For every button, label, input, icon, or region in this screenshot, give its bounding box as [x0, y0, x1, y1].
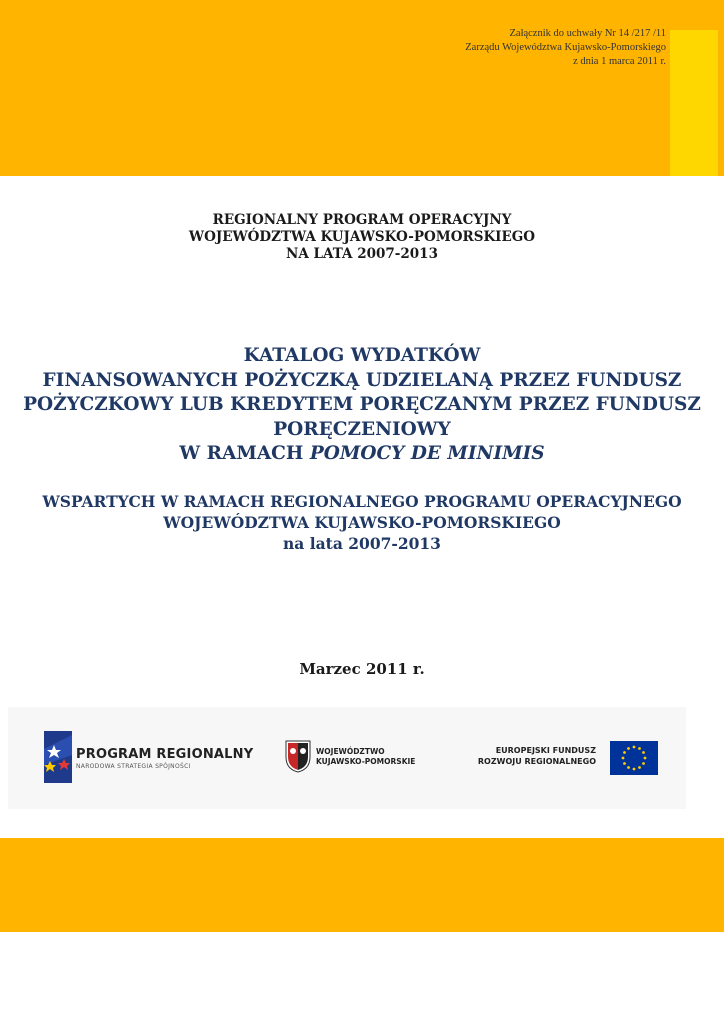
efrr-line-1: EUROPEJSKI FUNDUSZ	[495, 746, 596, 755]
program-regionalny-emblem-icon	[44, 731, 72, 783]
annex-line-2: Zarządu Województwa Kujawsko-Pomorskiego	[465, 42, 666, 53]
efrr-text	[468, 745, 596, 767]
program-regionalny-subtitle: NARODOWA STRATEGIA SPÓJNOŚCI	[76, 763, 191, 770]
catalog-line-3: POŻYCZKOWY LUB KREDYTEM PORĘCZANYM PRZEZ FUNDUSZ	[23, 394, 701, 415]
efrr-line-2: ROZWOJU REGIONALNEGO	[477, 757, 596, 766]
program-regionalny-text	[76, 747, 253, 770]
wojewodztwo-line-2: KUJAWSKO-POMORSKIE	[316, 757, 416, 766]
supported-subtitle	[0, 491, 724, 554]
catalog-title	[0, 344, 724, 467]
eu-flag-icon	[610, 741, 658, 775]
voivodeship-coat-of-arms-icon	[284, 739, 312, 773]
logo-bar	[8, 707, 686, 809]
catalog-line-5-prefix: W RAMACH	[179, 443, 310, 464]
program-line-2: WOJEWÓDZTWA KUJAWSKO-POMORSKIEGO	[188, 229, 536, 245]
catalog-line-5	[0, 442, 724, 467]
wojewodztwo-line-1: WOJEWÓDZTWO	[316, 747, 385, 756]
document-date: Marzec 2011 r.	[299, 660, 425, 678]
supported-line-1: WSPARTYCH W RAMACH REGIONALNEGO PROGRAMU OPERACYJNEGO	[42, 492, 682, 511]
program-line-1: REGIONALNY PROGRAM OPERACYJNY	[212, 212, 512, 228]
wojewodztwo-text	[316, 747, 415, 767]
annex-note	[465, 27, 666, 69]
bottom-orange-band	[0, 838, 724, 932]
catalog-line-5-italic: POMOCY DE MINIMIS	[309, 443, 545, 464]
supported-line-2: WOJEWÓDZTWA KUJAWSKO-POMORSKIEGO	[163, 513, 561, 532]
catalog-line-2: FINANSOWANYCH POŻYCZKĄ UDZIELANĄ PRZEZ FUNDUSZ	[42, 369, 682, 391]
catalog-line-1: KATALOG WYDATKÓW	[243, 345, 481, 366]
catalog-line-4: PORĘCZENIOWY	[273, 418, 451, 440]
wojewodztwo-logo	[284, 739, 416, 778]
supported-line-3: na lata 2007-2013	[283, 534, 441, 553]
top-yellow-strip	[670, 30, 718, 176]
program-heading	[0, 212, 724, 263]
program-regionalny-logo	[44, 731, 254, 788]
program-line-3: NA LATA 2007-2013	[286, 246, 438, 262]
annex-line-3: z dnia 1 marca 2011 r.	[573, 56, 666, 67]
annex-line-1: Załącznik do uchwały Nr 14 /217 /11	[509, 28, 666, 39]
program-regionalny-title: PROGRAM REGIONALNY	[76, 747, 254, 762]
